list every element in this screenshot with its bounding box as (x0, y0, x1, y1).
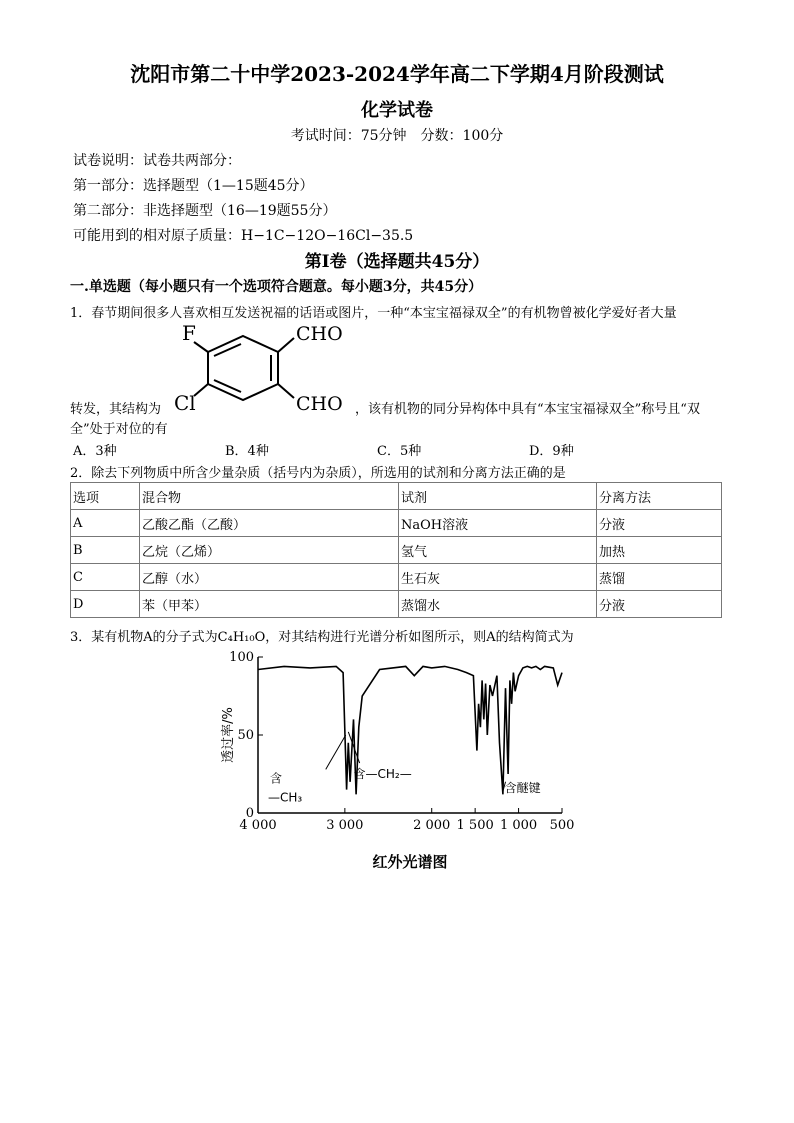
table-row (71, 537, 722, 564)
intro-line-1: 试卷说明：试卷共两部分： (73, 153, 241, 169)
section-title: 第Ⅰ卷（选择题共45分） (304, 252, 490, 272)
q1-text-continued: ，该有机物的同分异构体中具有“本宝宝福禄双全”称号且“双 (355, 402, 700, 417)
table-header-row (71, 483, 722, 510)
table-cell: NaOH溶液 (399, 510, 597, 537)
annotation-ch3-label: 含 (270, 771, 283, 786)
y-axis-label: 透过率/% (221, 707, 236, 763)
table-cell: 生石灰 (399, 564, 597, 591)
fluorine-label: F (182, 321, 196, 345)
table-cell: 氢气 (399, 537, 597, 564)
table-cell: 加热 (597, 537, 722, 564)
x-tick-label: 500 (549, 818, 575, 833)
q1-choice-d[interactable]: D．9种 (529, 444, 574, 459)
chart-title: 红外光谱图 (372, 853, 448, 871)
table-cell: A (71, 510, 140, 537)
q1-choice-b[interactable]: B．4种 (225, 444, 269, 459)
x-tick-label: 3 000 (326, 818, 364, 833)
table-header-cell: 选项 (71, 483, 140, 510)
annotation-pointer (326, 735, 346, 769)
exam-meta: 考试时间：75分钟 分数：100分 (290, 128, 504, 144)
page-title: 沈阳市第二十中学2023-2024学年高二下学期4月阶段测试 (130, 62, 664, 86)
table-header-cell: 分离方法 (597, 483, 722, 510)
chart-axes (220, 650, 574, 871)
x-tick-label: 1 500 (456, 818, 494, 833)
q3-text: 3．某有机物A的分子式为C₄H₁₀O，对其结构进行光谱分析如图所示，则A的结构简式为 (70, 630, 574, 645)
table-row (71, 591, 722, 618)
q2-text: 2．除去下列物质中所含少量杂质（括号内为杂质），所选用的试剂和分离方法正确的是 (70, 466, 566, 481)
table-cell: 乙烷（乙烯） (140, 537, 399, 564)
x-tick-label: 4 000 (239, 818, 277, 833)
table-cell: D (71, 591, 140, 618)
q1-text-structure-prefix: 转发，其结构为 (70, 402, 162, 417)
ir-spectrum-chart (210, 645, 590, 880)
table-cell: 乙醇（水） (140, 564, 399, 591)
aldehyde-label-1: CHO (296, 323, 343, 345)
chlorine-label: Cl (174, 391, 196, 415)
q1-text-end: 全”处于对位的有 (70, 422, 168, 437)
q1-structure (168, 318, 358, 418)
x-tick-label: 2 000 (413, 818, 451, 833)
benzene-ring (194, 336, 294, 400)
intro-line-4: 可能用到的相对原子质量：H−1C−12O−16Cl−35.5 (73, 228, 414, 244)
annotation-ch3-group: —CH₃ (268, 790, 303, 805)
annotation-ether-label: 含醚键 (504, 781, 541, 796)
q1-choice-c[interactable]: C．5种 (377, 444, 422, 459)
y-tick-label: 100 (229, 650, 254, 665)
intro-line-3: 第二部分：非选择题型（16—19题55分） (73, 203, 337, 219)
q1-choice-a[interactable]: A．3种 (73, 444, 117, 459)
y-tick-label: 50 (237, 728, 254, 743)
section-heading: 一.单选题（每小题只有一个选项符合题意。每小题3分，共45分） (70, 279, 483, 295)
table-cell: 蒸馏水 (399, 591, 597, 618)
table-cell: B (71, 537, 140, 564)
q1-choices (73, 440, 681, 459)
q2-options-table (70, 482, 722, 618)
annotation-ch2-label: 含—CH₂— (353, 767, 412, 781)
table-cell: 蒸馏 (597, 564, 722, 591)
table-cell: 分液 (597, 591, 722, 618)
table-cell: C (71, 564, 140, 591)
table-cell: 乙酸乙酯（乙酸） (140, 510, 399, 537)
x-tick-label: 1 000 (499, 818, 538, 833)
y-tick-label: 0 (245, 806, 254, 821)
subject-title: 化学试卷 (361, 100, 433, 121)
table-header-cell: 混合物 (140, 483, 399, 510)
table-cell: 苯（甲苯） (140, 591, 399, 618)
intro-line-2: 第一部分：选择题型（1—15题45分） (73, 178, 314, 194)
table-row (71, 564, 722, 591)
table-cell: 分液 (597, 510, 722, 537)
table-header-cell: 试剂 (399, 483, 597, 510)
q1-text: 1．春节期间很多人喜欢相互发送祝福的话语或图片，一种“本宝宝福禄双全”的有机物曾被化学爱好者大量 (70, 306, 677, 321)
aldehyde-label-2: CHO (296, 393, 343, 415)
table-row (71, 510, 722, 537)
